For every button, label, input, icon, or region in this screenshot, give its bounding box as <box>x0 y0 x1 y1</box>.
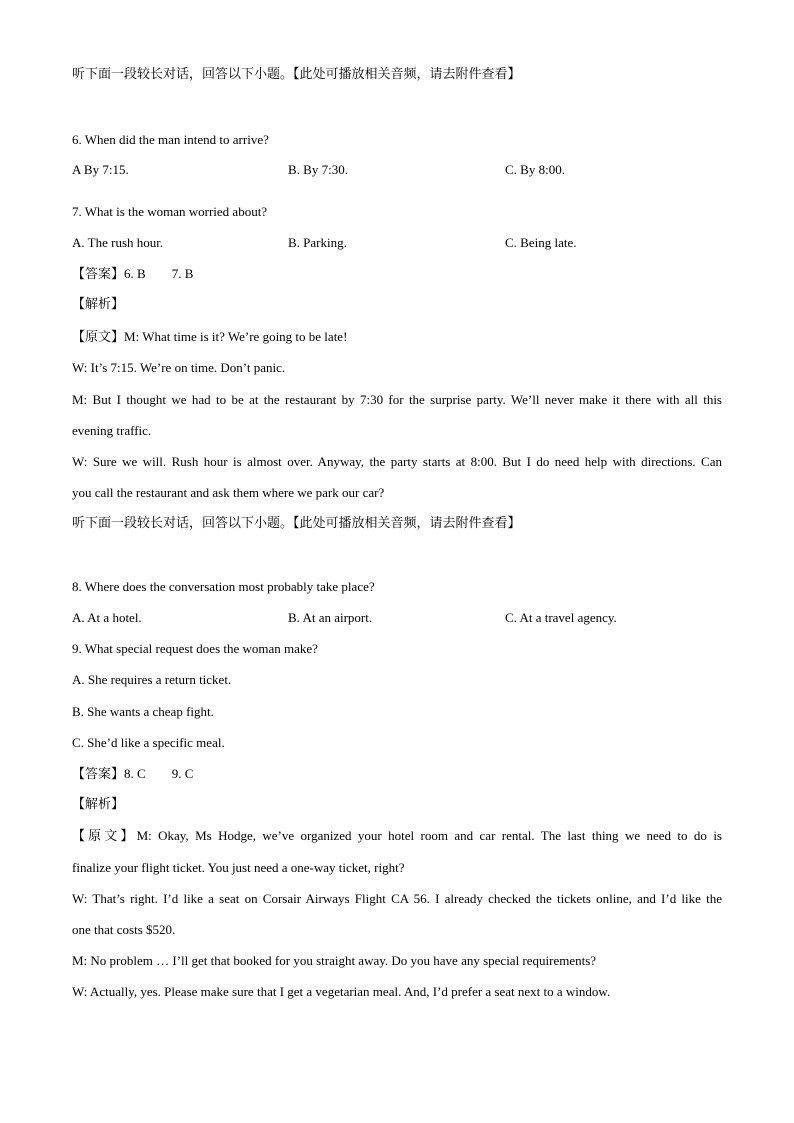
q6-option-a: A By 7:15. <box>72 162 129 177</box>
section2-transcript-line-6: W: Actually, yes. Please make sure that I get a vegetarian meal. And, I’d prefer a seat next to a window. <box>72 984 611 999</box>
q8-option-c: C. At a travel agency. <box>505 610 617 625</box>
q6-option-c: C. By 8:00. <box>505 162 565 177</box>
q9-option-b: B. She wants a cheap fight. <box>72 704 214 719</box>
q7-option-b: B. Parking. <box>288 235 347 250</box>
section2-analysis-label: 【解析】 <box>72 797 125 812</box>
section2-transcript-line-1 <box>72 828 722 845</box>
q7-option-c: C. Being late. <box>505 235 577 250</box>
original-label: 【原文】 <box>72 330 125 345</box>
section1-instruction: 听下面一段较长对话，回答以下小题。【此处可播放相关音频，请去附件查看】 <box>72 67 521 82</box>
section1-transcript-line-1 <box>72 329 347 346</box>
q9-option-c: C. She’d like a specific meal. <box>72 735 225 750</box>
answer-label: 【答案】 <box>72 267 125 282</box>
section2-transcript-line-5: M: No problem … I’ll get that booked for you straight away. Do you have any special requirements? <box>72 953 597 968</box>
section1-analysis-label: 【解析】 <box>72 297 125 312</box>
section1-transcript-line-6: you call the restaurant and ask them where we park our car? <box>72 485 385 500</box>
section1-transcript-line-2: W: It’s 7:15. We’re on time. Don’t panic. <box>72 360 286 375</box>
q8-question: 8. Where does the conversation most probably take place? <box>72 579 375 594</box>
answer-8: 8. C <box>124 766 146 781</box>
section1-transcript-line-4: evening traffic. <box>72 423 152 438</box>
section1-transcript-line-3: M: But I thought we had to be at the restaurant by 7:30 for the surprise party. We’ll never make it there with all this <box>72 392 722 407</box>
answer-9: 9. C <box>171 766 194 781</box>
answer-label: 【答案】 <box>72 767 125 782</box>
q7-option-a: A. The rush hour. <box>72 235 164 250</box>
q9-question: 9. What special request does the woman make? <box>72 641 318 656</box>
q8-option-b: B. At an airport. <box>288 610 373 625</box>
q7-question: 7. What is the woman worried about? <box>72 204 268 219</box>
section2-transcript-line-4: one that costs $520. <box>72 922 176 937</box>
q8-option-a: A. At a hotel. <box>72 610 142 625</box>
section2-answer <box>72 766 193 783</box>
transcript-text: M: What time is it? We’re going to be late! <box>124 329 348 344</box>
q6-option-b: B. By 7:30. <box>288 162 348 177</box>
section1-answer <box>72 266 193 283</box>
answer-6: 6. B <box>124 266 146 281</box>
section2-transcript-line-3: W: That’s right. I’d like a seat on Corsair Airways Flight CA 56. I already checked the tickets online, and I’d like the <box>72 891 722 906</box>
q6-question: 6. When did the man intend to arrive? <box>72 132 269 147</box>
q9-option-a: A. She requires a return ticket. <box>72 672 232 687</box>
answer-7: 7. B <box>171 266 194 281</box>
section1-transcript-line-5: W: Sure we will. Rush hour is almost over. Anyway, the party starts at 8:00. But I do need help with directions. Can <box>72 454 722 469</box>
original-label: 【原文】 <box>72 829 137 844</box>
transcript-text: M: Okay, Ms Hodge, we’ve organized your hotel room and car rental. The last thing we need to do is <box>136 828 722 843</box>
section2-transcript-line-2: finalize your flight ticket. You just need a one-way ticket, right? <box>72 860 405 875</box>
section2-instruction: 听下面一段较长对话，回答以下小题。【此处可播放相关音频，请去附件查看】 <box>72 516 521 531</box>
